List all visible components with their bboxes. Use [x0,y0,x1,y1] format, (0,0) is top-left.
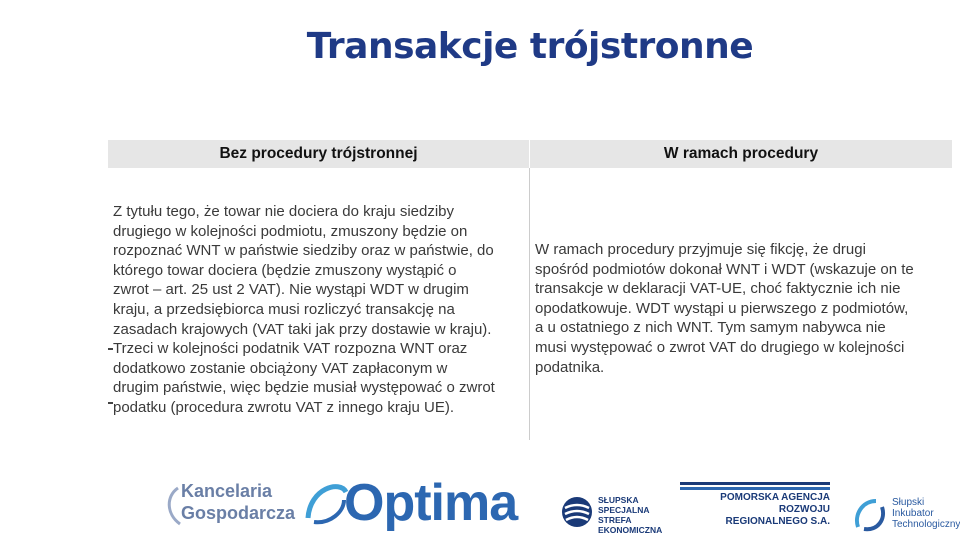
bullet-dash [108,348,113,350]
sit-emblem-icon [852,497,888,533]
table-header-row [108,140,952,168]
swoosh-icon [164,486,182,526]
comparison-table [108,140,952,440]
sse-logo [560,495,663,535]
column-divider [529,168,530,440]
slide-title: Transakcje trójstronne [306,26,754,67]
optima-swirl-icon [300,478,350,528]
sse-emblem-icon [560,495,594,529]
sse-text: SŁUPSKA SPECJALNA STREFA EKONOMICZNA [598,495,663,535]
parr-stripes-icon [680,482,830,492]
parr-logo: POMORSKA AGENCJA ROZWOJU REGIONALNEGO S.A. [720,492,830,527]
optima-logo: Optima [344,474,518,532]
header-within-procedure: W ramach procedury [663,145,819,162]
bullet-dash [108,402,113,404]
kancelaria-text: Kancelaria Gospodarcza [181,481,296,523]
right-column-text: W ramach procedury przyjmuje się fikcję, że drugi spośród podmiotów dokonał WNT i WDT (wskazuje on te transakcje w deklaracji VAT-UE, choć faktycznie ich nie opodatkowuje. WDT wystąpi u pierwszego z podmiotów, a u ostatniego z nich WNT. Tym samym nabywca nie musi występować o zwrot VAT do drugiego w kolejności podatnika. [535,241,914,376]
header-without-procedure: Bez procedury trójstronnej [219,145,418,162]
sit-logo [852,497,960,538]
left-column-text: Z tytułu tego, że towar nie dociera do kraju siedziby drugiego w kolejności podmiotu, zmuszony będzie on rozpoznać WNT w państwie siedziby oraz w państwie, do którego towar dociera (będzie zmuszony wystąpić o zwrot – art. 25 ust 2 VAT). Nie wystąpi WDT w drugim kraju, a przedsiębiorca musi rozliczyć transakcję na zasadach krajowych (VAT taki jak przy dostawie w kraju). Trzeci w kolejności podatnik VAT rozpozna WNT oraz dodatkowo zostanie obciążony VAT zapłaconym w drugim państwie, więc będzie musiał występować o zwrot podatku (procedura zwrotu VAT z innego kraju UE). [113,203,495,416]
sit-text: Słupski Inkubator Technologiczny [892,497,960,530]
